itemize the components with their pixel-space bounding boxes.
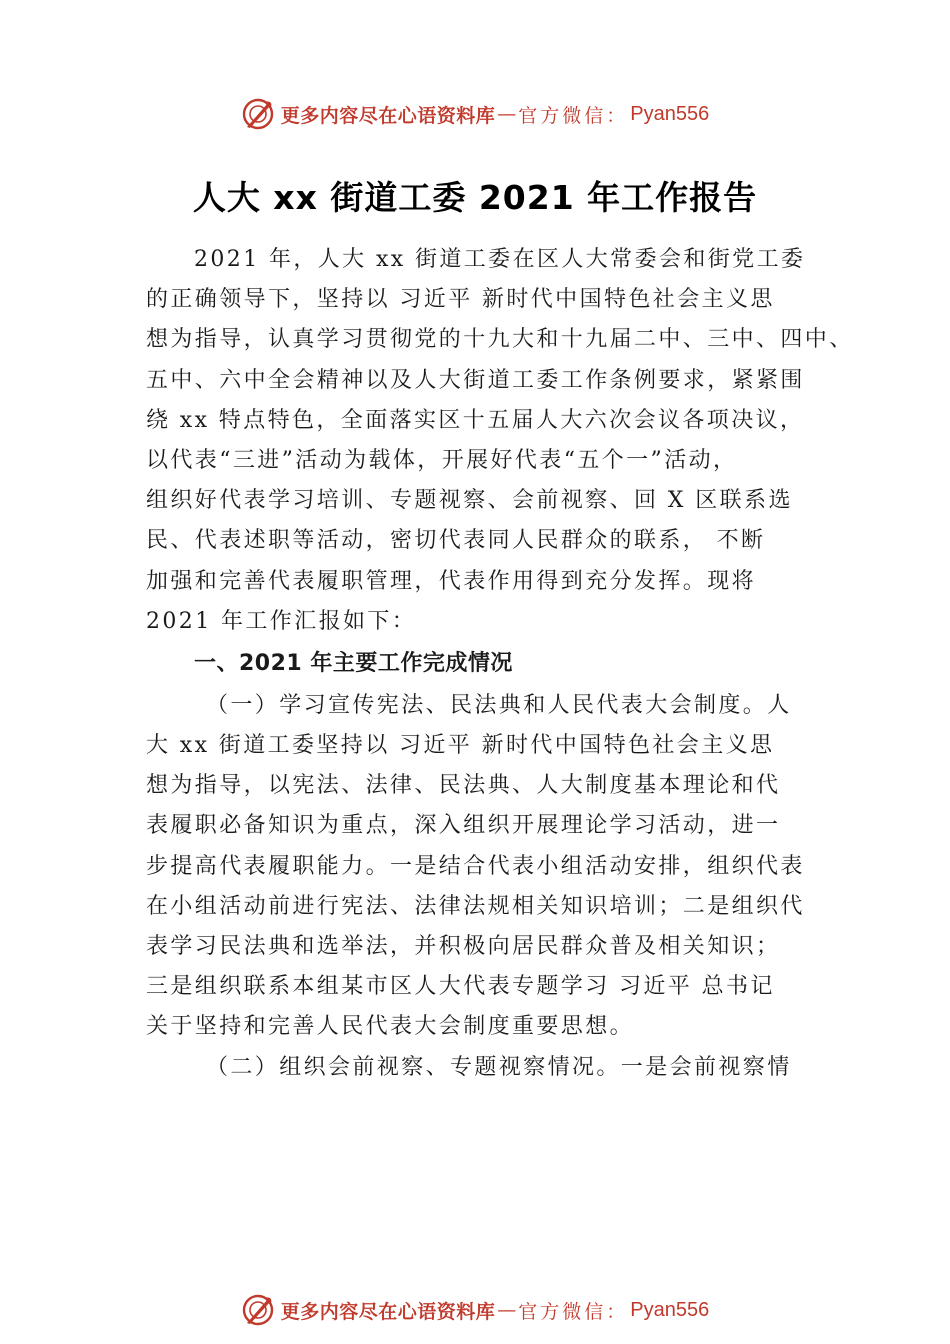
text-line: 大 xx 街道工委坚持以 习近平 新时代中国特色社会主义思: [146, 733, 775, 759]
text-line: 2021 年，人大 xx 街道工委在区人大常委会和街党工委: [194, 247, 806, 272]
watermark-separator: —: [497, 1299, 517, 1321]
section-heading: 一、2021 年主要工作完成情况: [194, 650, 513, 676]
text-line: 五中、六中全会精神以及人大街道工委工作条例要求，紧紧围: [146, 367, 805, 393]
text-line: 以代表“三进”活动为载体，开展好代表“五个一”活动，: [146, 447, 738, 473]
text-line: 绕 xx 特点特色，全面落实区十五届人大六次会议各项决议，: [146, 407, 805, 433]
text-line: 民、代表述职等活动，密切代表同人民群众的联系， 不断: [146, 528, 766, 554]
text-line: （二）组织会前视察、专题视察情况。一是会前视察情: [206, 1054, 792, 1080]
watermark-header: [0, 94, 950, 134]
watermark-main-text: 更多内容尽在心语资料库: [280, 104, 496, 127]
text-line: 关于坚持和完善人民代表大会制度重要思想。: [146, 1014, 635, 1040]
paragraph-intro: [146, 240, 854, 642]
text-line: 加强和完善代表履职管理，代表作用得到充分发挥。现将: [146, 568, 757, 594]
watermark-wechat-id: Pyan556: [630, 102, 710, 125]
paragraph-section-2: [146, 1048, 836, 1088]
text-line: 步提高代表履职能力。一是结合代表小组活动安排，组织代表: [146, 853, 805, 879]
watermark-separator: —: [497, 103, 517, 125]
text-line: 三是组织联系本组某市区人大代表专题学习 习近平 总书记: [146, 974, 775, 1000]
quill-logo-icon: [241, 1293, 275, 1327]
watermark-sub-text: 官方微信：: [518, 104, 629, 127]
text-line: 想为指导，以宪法、法律、民法典、人大制度基本理论和代: [146, 773, 781, 799]
text-line: 的正确领导下，坚持以 习近平 新时代中国特色社会主义思: [146, 287, 775, 313]
document-title: 人大 xx 街道工委 2021 年工作报告: [192, 178, 758, 217]
text-line: 想为指导，认真学习贯彻党的十九大和十九届二中、三中、四中、: [146, 327, 854, 353]
text-line: 表学习民法典和选举法，并积极向居民群众普及相关知识；: [146, 934, 781, 959]
text-line: 在小组活动前进行宪法、法律法规相关知识培训；二是组织代: [146, 893, 805, 919]
watermark-footer: [0, 1290, 950, 1330]
watermark-main-text: 更多内容尽在心语资料库: [280, 1300, 496, 1323]
watermark-sub-text: 官方微信：: [518, 1300, 629, 1323]
text-line: 表履职必备知识为重点，深入组织开展理论学习活动，进一: [146, 813, 781, 839]
text-line: 组织好代表学习培训、专题视察、会前视察、回 X 区联系选: [146, 488, 793, 514]
paragraph-section-1: [146, 686, 836, 1048]
document-body: [146, 240, 854, 1088]
watermark-wechat-id: Pyan556: [630, 1298, 710, 1321]
quill-logo-icon: [241, 97, 275, 131]
text-line: 2021 年工作汇报如下：: [146, 608, 417, 634]
text-line: （一）学习宣传宪法、民法典和人民代表大会制度。人: [206, 692, 792, 718]
